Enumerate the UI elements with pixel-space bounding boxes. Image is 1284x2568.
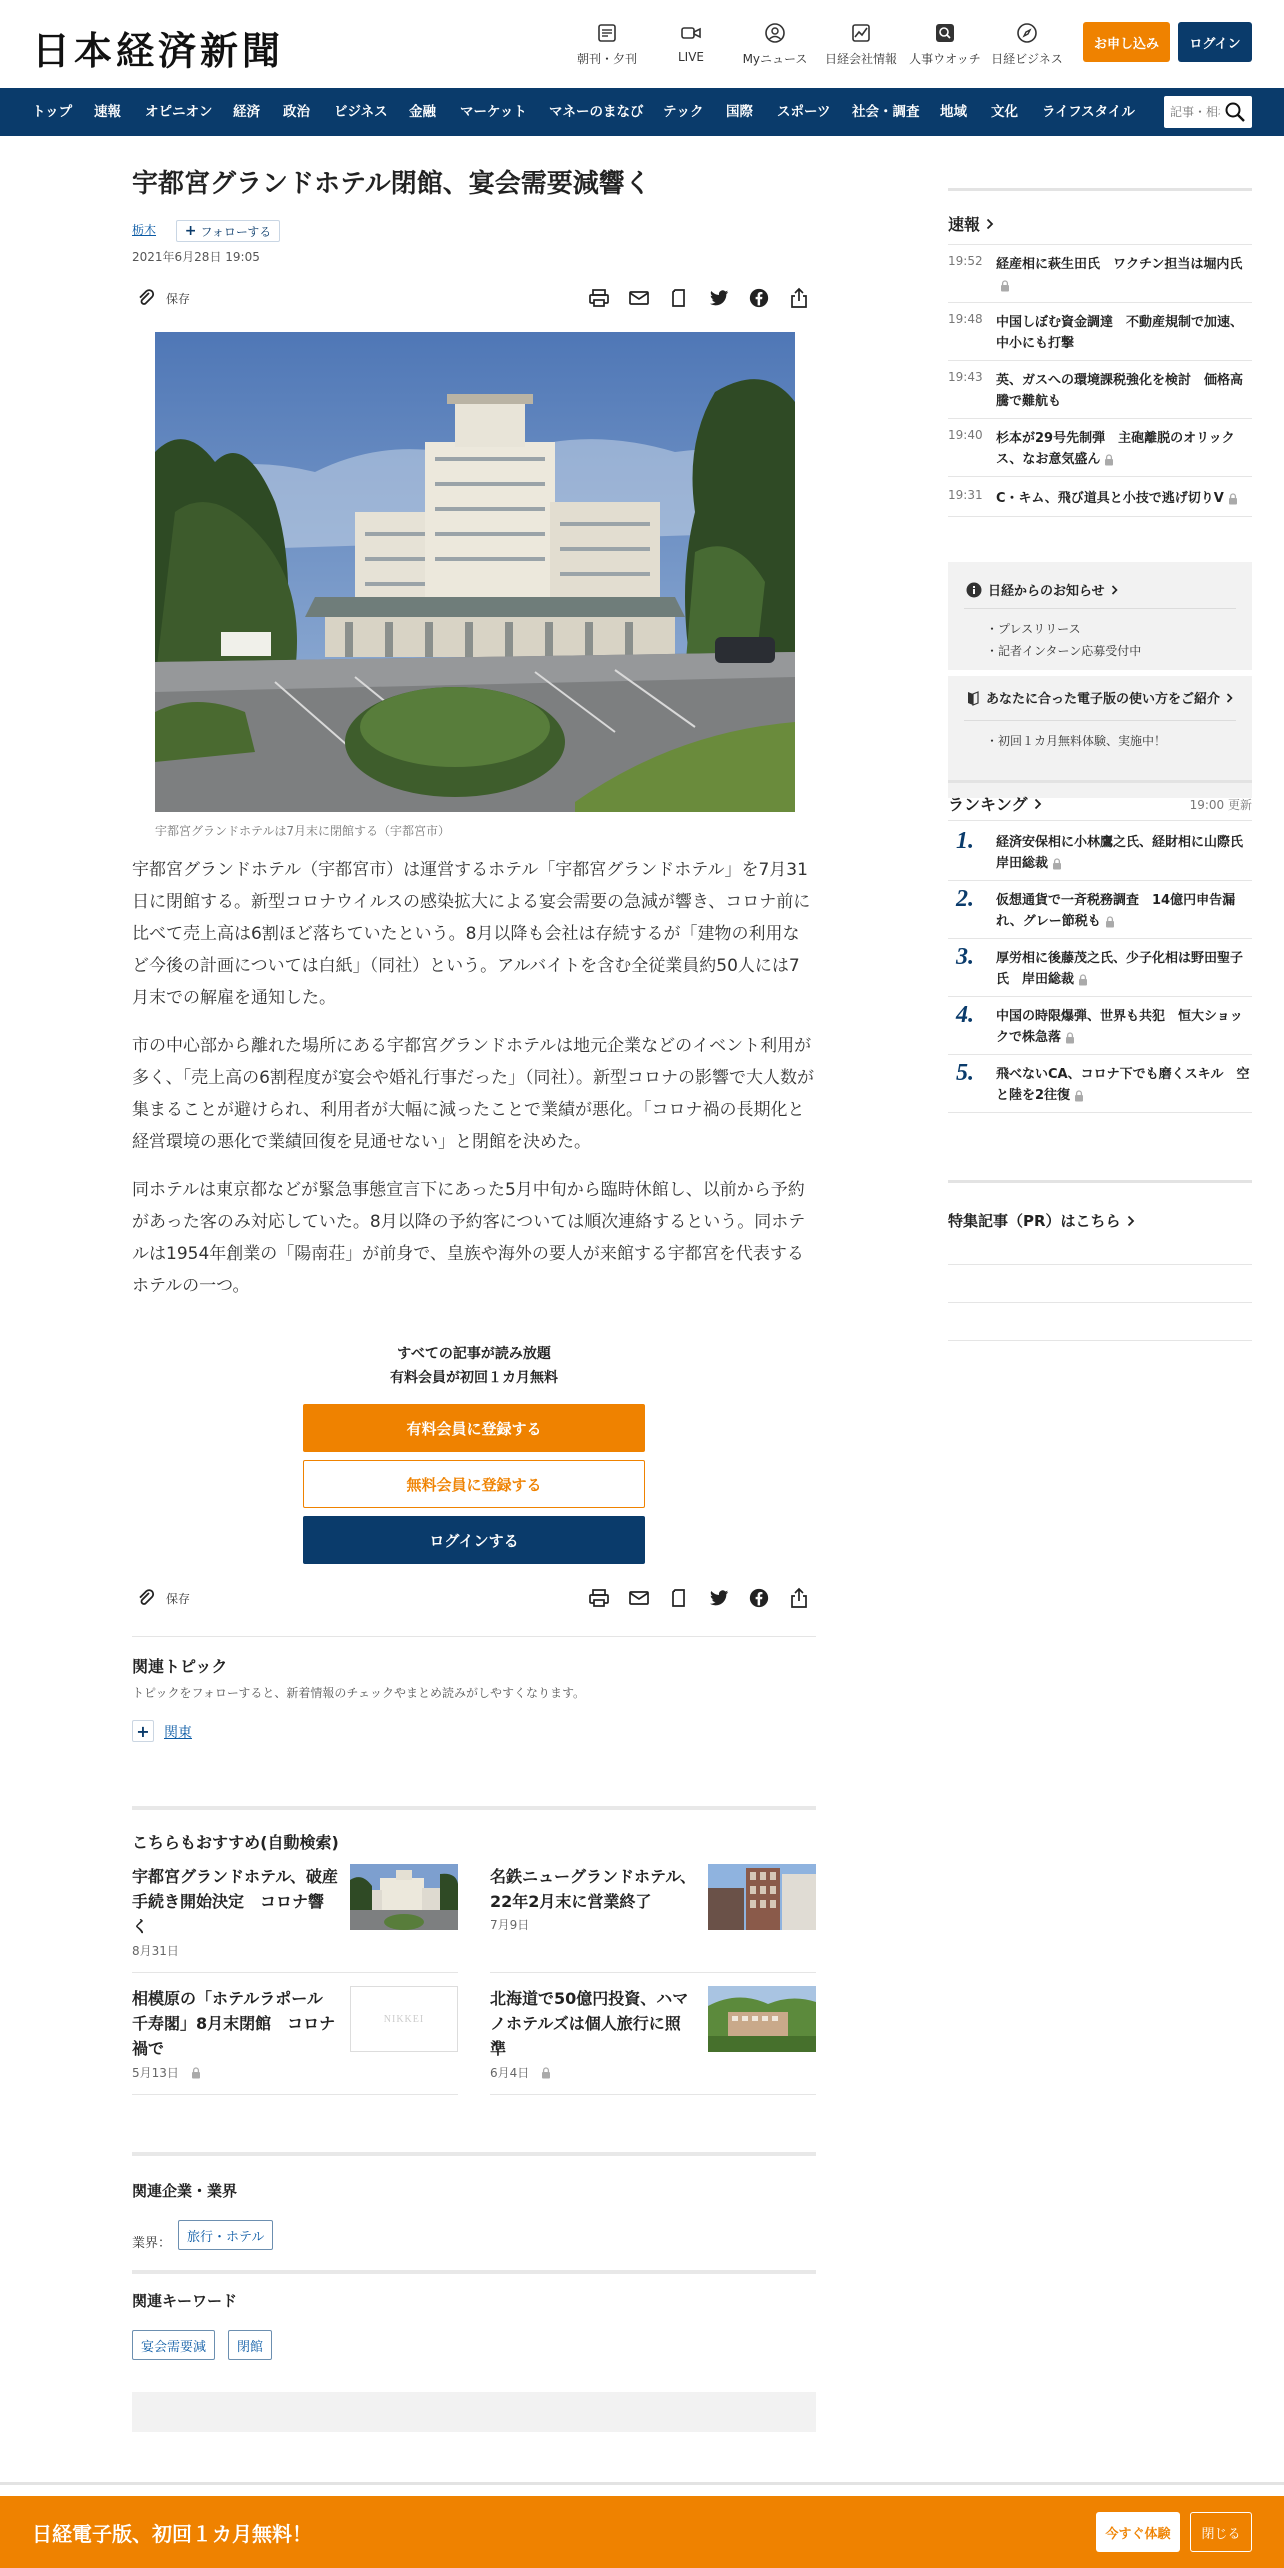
flash-title-text: 杉本が29号先制弾 主砲離脱のオリックス、なお意気盛ん <box>996 431 1235 467</box>
recommend-thumbnail[interactable] <box>350 1986 458 2052</box>
paperclip-icon <box>136 288 156 308</box>
sidebar-divider <box>948 1302 1252 1303</box>
login-button[interactable]: ログイン <box>1178 22 1252 62</box>
sidebar-divider <box>948 188 1252 191</box>
follow-button[interactable] <box>176 220 280 242</box>
paywall-line-1: すべての記事が読み放題 <box>397 1346 551 1362</box>
flash-time: 19:43 <box>948 370 983 384</box>
photo-caption: 宇都宮グランドホテルは7月末に閉館する（宇都宮市） <box>155 824 451 838</box>
nav-item-tech[interactable]: テック <box>663 104 704 120</box>
article-toolbar-top <box>132 280 816 316</box>
ebook-item-label: 初回１カ月無料体験、実施中！ <box>998 734 1167 748</box>
plus-icon: + <box>136 1721 150 1741</box>
ebook-guide-heading[interactable] <box>966 688 1233 707</box>
date-text: 6月4日 <box>490 2066 530 2080</box>
sidebar-divider <box>948 418 1252 419</box>
ranking-updated-time: 19:00 更新 <box>1189 798 1252 812</box>
nav-item-lifestyle[interactable]: ライフスタイル <box>1042 104 1135 120</box>
nav-label: 日経ビジネス <box>991 52 1063 66</box>
register-paid-button[interactable]: 有料会員に登録する <box>303 1404 645 1452</box>
flash-time: 19:31 <box>948 488 983 502</box>
lock-icon <box>541 2067 551 2079</box>
related-industry-heading: 関連企業・業界 <box>132 2182 238 2200</box>
lock-icon <box>1052 858 1062 870</box>
nikkei-logo[interactable]: 日本経済新聞 <box>32 28 285 73</box>
divider <box>132 1636 816 1637</box>
ranking-number: 2. <box>956 886 974 912</box>
sidebar-divider <box>948 996 1252 997</box>
ranking-number: 4. <box>956 1002 974 1028</box>
date-text: 8月31日 <box>132 1944 179 1958</box>
sidebar-divider <box>948 1054 1252 1055</box>
recommend-title[interactable]: 北海道で50億円投資、ハマノホテルズは個人旅行に照準 <box>490 1989 689 2058</box>
video-icon <box>680 22 702 44</box>
sidebar-divider <box>948 1180 1252 1183</box>
nav-item-region[interactable]: 地域 <box>940 104 967 120</box>
facebook-icon[interactable] <box>748 287 770 309</box>
close-banner-button[interactable]: 閉じる <box>1190 2512 1252 2552</box>
nav-label: 人事ウオッチ <box>909 52 981 66</box>
recommend-thumbnail[interactable] <box>708 1986 816 2052</box>
nav-item-society[interactable]: 社会・調査 <box>852 104 920 120</box>
sidebar-divider <box>948 1112 1252 1113</box>
nav-personnel-watch[interactable] <box>902 20 988 68</box>
notice-divider <box>964 608 1236 609</box>
notice-gap <box>948 670 1252 676</box>
clip-article-icon[interactable] <box>668 287 690 309</box>
flash-time: 19:48 <box>948 312 983 326</box>
article-toolbar-bottom <box>132 1580 816 1616</box>
sidebar-divider <box>948 360 1252 361</box>
search-input[interactable] <box>1170 101 1220 123</box>
follow-label: フォローする <box>200 224 272 239</box>
chevron-right-icon <box>1226 693 1233 703</box>
sidebar-divider <box>948 1264 1252 1265</box>
lock-icon <box>1074 1090 1084 1102</box>
flash-title[interactable] <box>996 428 1252 470</box>
date-text: 7月9日 <box>490 1918 530 1932</box>
region-tag-link[interactable]: 栃木 <box>132 223 157 237</box>
flash-title-text: C・キム、飛び道具と小技で逃げ切りV <box>996 491 1224 506</box>
newspaper-icon <box>596 22 618 44</box>
ebook-item[interactable]: ・初回１カ月無料体験、実施中！ <box>986 734 1167 748</box>
item-divider <box>490 2094 816 2095</box>
share-icon[interactable] <box>788 1587 810 1609</box>
article-paragraph: 宇都宮グランドホテル（宇都宮市）は運営するホテル「宇都宮グランドホテル」を7月31日に閉館する。新型コロナウイルスの感染拡大による宴会需要の急減が響き、コロナ前に比べて売上高は6割ほど落ちていたという。8月以降も会社は存続するが「建物の利用など今後の計画については白紙」（同社）という。アルバイトを含む全従業員約50人には7月末での解雇を通知した。 <box>132 860 811 1008</box>
save-label: 保存 <box>166 1591 191 1606</box>
article-body <box>132 854 816 1318</box>
user-icon <box>764 22 786 44</box>
notice-divider <box>964 720 1236 721</box>
banner-text: 日経電子版、初回１カ月無料！ <box>32 2522 312 2546</box>
related-topics-heading: 関連トピック <box>132 1657 228 1676</box>
sidebar-divider <box>948 780 1252 783</box>
twitter-icon[interactable] <box>708 1587 730 1609</box>
ad-slot <box>132 2392 816 2432</box>
recommend-item[interactable] <box>490 1864 816 1974</box>
chevron-right-icon <box>1034 798 1042 810</box>
nav-item-culture[interactable]: 文化 <box>991 104 1018 120</box>
nav-item-politics[interactable]: 政治 <box>283 104 310 120</box>
compass-icon <box>1016 22 1038 44</box>
flash-heading[interactable] <box>948 212 994 235</box>
ranking-title[interactable] <box>996 1006 1252 1048</box>
flash-time: 19:40 <box>948 428 983 442</box>
ranking-title-text: 中国の時限爆弾、世界も共犯 恒大ショックで株急落 <box>996 1009 1243 1045</box>
nav-item-top[interactable]: トップ <box>32 104 73 120</box>
nav-print-edition[interactable] <box>564 20 650 68</box>
ranking-number: 1. <box>956 828 974 854</box>
mail-icon[interactable] <box>628 1587 650 1609</box>
ranking-title[interactable] <box>996 948 1252 990</box>
recommend-title[interactable]: 宇都宮グランドホテル、破産手続き開始決定 コロナ響く <box>132 1867 338 1936</box>
topic-link[interactable]: 関東 <box>164 1725 192 1741</box>
recommend-item[interactable] <box>490 1986 816 2096</box>
register-free-button[interactable]: 無料会員に登録する <box>303 1460 645 1508</box>
recommend-title[interactable]: 相模原の「ホテルラポール千寿閣」8月末閉館 コロナ禍で <box>132 1989 336 2058</box>
facebook-icon[interactable] <box>748 1587 770 1609</box>
pr-heading-label: 特集記事（PR）はこちら <box>948 1212 1121 1230</box>
ranking-number: 5. <box>956 1060 974 1086</box>
notice-item-label: プレスリリース <box>998 622 1081 636</box>
recommend-title[interactable]: 名鉄ニューグランドホテル、22年2月末に営業終了 <box>490 1867 696 1911</box>
nav-item-flash[interactable]: 速報 <box>94 104 121 120</box>
print-icon[interactable] <box>588 287 610 309</box>
try-now-button[interactable]: 今すぐ体験 <box>1096 2512 1180 2552</box>
footer-divider <box>0 2482 1284 2485</box>
nav-label: LIVE <box>677 50 704 64</box>
notice-item[interactable]: ・記者インターン応募受付中 <box>986 644 1142 658</box>
ranking-title-text: 厚労相に後藤茂之氏、少子化相は野田聖子氏 岸田総裁 <box>996 951 1244 987</box>
plus-icon: + <box>184 223 197 239</box>
sidebar-divider <box>948 938 1252 939</box>
paywall-line-2: 有料会員が初回１カ月無料 <box>390 1370 558 1386</box>
notice-item[interactable]: ・プレスリリース <box>986 622 1081 636</box>
sidebar-divider <box>948 880 1252 881</box>
nav-item-market[interactable]: マーケット <box>460 104 527 120</box>
sidebar-divider <box>948 516 1252 517</box>
main-nav <box>0 88 1284 136</box>
clip-article-icon[interactable] <box>668 1587 690 1609</box>
lock-icon <box>1078 974 1088 986</box>
chart-icon <box>850 22 872 44</box>
ranking-heading[interactable] <box>948 792 1042 815</box>
flash-title[interactable] <box>996 254 1252 296</box>
chevron-right-icon <box>986 218 994 230</box>
recommend-heading: こちらもおすすめ(自動検索) <box>132 1833 339 1852</box>
recommend-date <box>132 2064 201 2081</box>
ranking-heading-label: ランキング <box>948 795 1028 814</box>
flash-title-text: 経産相に萩生田氏 ワクチン担当は堀内氏 <box>996 257 1243 272</box>
save-label: 保存 <box>166 291 191 306</box>
ranking-title-text: 仮想通貨で一斉税務調査 14億円申告漏れ、グレー節税も <box>996 893 1236 929</box>
nav-mynews[interactable] <box>732 20 818 68</box>
nikkei-placeholder-logo: NIKKEI <box>383 2013 425 2025</box>
industry-label: 業界： <box>132 2236 172 2251</box>
recommend-thumbnail[interactable] <box>708 1864 816 1930</box>
item-divider <box>132 2094 458 2095</box>
apply-button[interactable]: お申し込み <box>1083 22 1170 62</box>
ranking-title-text: 経済安保相に小林鷹之氏、経財相に山際氏 岸田総裁 <box>996 835 1257 871</box>
ranking-title[interactable] <box>996 1064 1252 1106</box>
item-divider <box>490 1972 816 1973</box>
flash-heading-label: 速報 <box>948 215 981 234</box>
article-paragraph: 同ホテルは東京都などが緊急事態宣言下にあった5月中旬から臨時休館し、以前から予約があった客のみ対応していた。8月以降の予約客については順次連絡するという。同ホテルは1954年創業の「陽南荘」が前身で、皇族や海外の要人が来館する宇都宮を代表するホテルの一つ。 <box>132 1180 806 1296</box>
mail-icon[interactable] <box>628 287 650 309</box>
recommend-date <box>490 1916 529 1933</box>
sidebar-divider <box>948 1340 1252 1341</box>
nav-search-box <box>1164 96 1252 128</box>
flash-title[interactable]: 中国しぼむ資金調達 不動産規制で加速、中小にも打撃 <box>996 315 1244 351</box>
keyword-chip[interactable]: 閉館 <box>228 2330 272 2360</box>
lock-icon <box>1065 1032 1075 1044</box>
nav-item-opinion[interactable]: オピニオン <box>145 104 213 120</box>
nav-item-economy[interactable]: 経済 <box>233 104 260 120</box>
nav-item-sports[interactable]: スポーツ <box>777 104 831 120</box>
ebook-guide-label: あなたに合った電子版の使い方をご紹介 <box>986 692 1221 707</box>
chevron-right-icon <box>1127 1215 1135 1227</box>
nav-label: 日経会社情報 <box>824 52 897 66</box>
notice-box <box>948 562 1252 798</box>
item-divider <box>132 1972 458 1973</box>
recommend-date <box>490 2064 551 2081</box>
recommend-item[interactable] <box>132 1864 458 1974</box>
sidebar-divider <box>948 476 1252 477</box>
lock-icon <box>1104 454 1114 466</box>
section-divider <box>132 2270 816 2274</box>
flash-title[interactable] <box>996 488 1252 509</box>
notice-heading[interactable] <box>966 580 1118 599</box>
section-divider <box>132 2152 816 2156</box>
twitter-icon[interactable] <box>708 287 730 309</box>
subscription-banner <box>0 2496 1284 2568</box>
paywall-login-button[interactable]: ログインする <box>303 1516 645 1564</box>
nav-company-info[interactable] <box>818 20 904 68</box>
lock-icon <box>1105 916 1115 928</box>
nav-live[interactable] <box>648 20 734 68</box>
hotel-photo <box>155 332 795 812</box>
publish-date: 2021年6月28日 19:05 <box>132 250 260 264</box>
recommend-date <box>132 1942 179 1959</box>
nav-nikkei-business[interactable] <box>984 20 1070 68</box>
industry-chip[interactable]: 旅行・ホテル <box>178 2220 273 2250</box>
ranking-title[interactable] <box>996 832 1257 874</box>
paperclip-icon <box>136 1588 156 1608</box>
chevron-right-icon <box>1111 585 1118 595</box>
sidebar-divider <box>948 244 1252 245</box>
print-icon[interactable] <box>588 1587 610 1609</box>
lock-icon <box>1228 493 1238 505</box>
follow-topic-button[interactable] <box>132 1720 154 1742</box>
lock-icon <box>191 2067 201 2079</box>
recommend-item[interactable] <box>132 1986 458 2096</box>
search-icon[interactable] <box>1224 101 1246 123</box>
nav-item-business[interactable]: ビジネス <box>334 104 388 120</box>
related-keywords-heading: 関連キーワード <box>132 2292 238 2310</box>
article-paragraph: 市の中心部から離れた場所にある宇都宮グランドホテルは地元企業などのイベント利用が多く、「売上高の6割程度が宴会や婚礼行事だった」（同社）。新型コロナの影響で大人数が集まることが避けられ、利用者が大幅に減ったことで業績が悪化。「コロナ禍の長期化と経営環境の悪化で業績回復を見通せない」と閉館を決めた。 <box>132 1036 814 1152</box>
lock-icon <box>1000 280 1010 292</box>
notice-item-label: 記者インターン応募受付中 <box>998 644 1142 658</box>
pr-heading[interactable] <box>948 1210 1135 1231</box>
nav-item-finance[interactable]: 金融 <box>409 104 436 120</box>
save-button[interactable] <box>136 1588 190 1608</box>
nav-item-money[interactable]: マネーのまなび <box>549 104 644 120</box>
sidebar-divider <box>948 820 1252 821</box>
recommend-thumbnail[interactable] <box>350 1864 458 1930</box>
nav-item-international[interactable]: 国際 <box>726 104 753 120</box>
share-icon[interactable] <box>788 287 810 309</box>
book-icon <box>966 690 980 706</box>
section-divider <box>132 1806 816 1810</box>
paywall-message <box>132 1342 816 1390</box>
flash-time: 19:52 <box>948 254 983 268</box>
nav-label: 朝刊・夕刊 <box>576 52 637 66</box>
ranking-title[interactable] <box>996 890 1252 932</box>
ranking-title-text: 飛べないCA、コロナ下でも磨くスキル 空と陸を2往復 <box>996 1067 1250 1103</box>
related-topics-desc: トピックをフォローすると、新着情報のチェックやまとめ読みがしやすくなります。 <box>132 1686 586 1700</box>
nav-label: Myニュース <box>742 52 808 66</box>
site-header <box>0 0 1284 88</box>
keyword-chip[interactable]: 宴会需要減 <box>132 2330 215 2360</box>
notice-heading-label: 日経からのお知らせ <box>988 584 1105 599</box>
date-text: 5月13日 <box>132 2066 179 2080</box>
flash-title[interactable]: 英、ガスへの環境課税強化を検討 価格高騰で難航も <box>996 373 1244 409</box>
ranking-number: 3. <box>956 944 974 970</box>
sidebar-divider <box>948 302 1252 303</box>
info-icon <box>966 582 982 598</box>
person-search-icon <box>934 22 956 44</box>
article-title: 宇都宮グランドホテル閉館、宴会需要減響く <box>132 169 651 199</box>
save-button[interactable] <box>136 288 190 308</box>
